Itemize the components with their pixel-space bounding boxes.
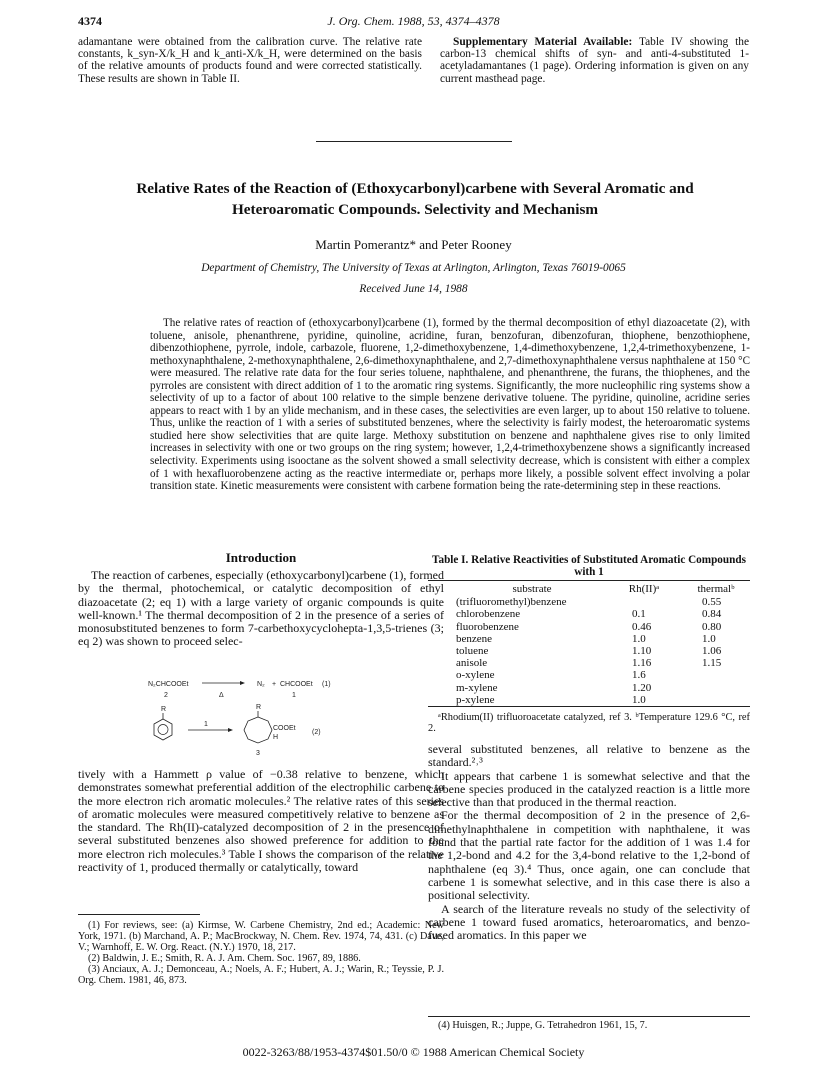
substrate-cell: anisole bbox=[456, 657, 488, 670]
column-header-thermal: thermalᵇ bbox=[697, 583, 735, 595]
footnote-1: (1) For reviews, see: (a) Kirmse, W. Carbene Chemistry, 2nd ed.; Academic: New York, 1971. (b) Marchand, A. P.; MacBrockway, N. Chem. Rev. 1974, 74, 431. (c) Dave, V.; Warnhoff, E. W. Org. React. (N.Y.) 1970, 18, 217. bbox=[78, 920, 444, 953]
eq2-product-number: 3 bbox=[256, 750, 260, 757]
thermal-value-cell: 1.06 bbox=[702, 645, 722, 658]
received-date: Received June 14, 1988 bbox=[359, 283, 468, 295]
thermal-value-cell: 0.84 bbox=[702, 608, 722, 621]
rh-value-cell: 1.20 bbox=[632, 681, 652, 694]
eq2-label: (2) bbox=[312, 729, 321, 736]
table-row bbox=[456, 694, 752, 706]
right-paragraph-2: It appears that carbene 1 is somewhat selective and that the carbene species produced in the catalyzed reaction is a little more selective than that produced in the thermal reaction. bbox=[428, 768, 750, 810]
thermal-value-cell: 1.0 bbox=[702, 632, 716, 645]
substrate-cell: toluene bbox=[456, 645, 489, 658]
table-footnote: ᵃRhodium(II) trifluoroacetate catalyzed, ref 3. ᵇTemperature 129.6 °C, ref 2. bbox=[428, 712, 750, 734]
eq2-substituent: R bbox=[161, 706, 167, 713]
table-title: Table I. Relative Reactivities of Substituted Aromatic Compounds with 1 bbox=[432, 554, 746, 578]
footnote-2: (2) Baldwin, J. E.; Smith, R. A. J. Am. Chem. Soc. 1967, 89, 1886. bbox=[88, 952, 361, 964]
supplementary-material bbox=[440, 36, 749, 85]
eq2-hydrogen: H bbox=[273, 734, 279, 741]
table-header-row bbox=[456, 583, 752, 596]
intro-paragraph-1: The reaction of carbenes, especially (ethoxycarbonyl)carbene (1), formed by the thermal, photochemical, or catalytic decomposition of ethyl diazoacetate (2; eq 1) with a large variety of organic compounds is quite well-known.¹ The thermal decomposition of 2 in the presence of a series of monosubstituted benzenes to form 7-carbethoxycyclohepta-1,3,5-trienes (3; eq 2) was shown to proceed selec- bbox=[78, 568, 444, 649]
affiliation: Department of Chemistry, The University of Texas at Arlington, Arlington, Texas 76019-0065 bbox=[201, 262, 626, 274]
relative-reactivity-table bbox=[456, 583, 752, 706]
eq1-reactant-number: 2 bbox=[164, 692, 168, 699]
right-paragraph-3: For the thermal decomposition of 2 in the presence of 2,6-dimethylnaphthalene in competition with naphthalene, it was found that the partial rate factor for the addition of 1 was 1.4 for the 1,2-bond and 4.2 for the 3,4-bond relative to the 1,2-bond of naphthalene (eq 3).⁴ Thus, once again, one can conclude that carbene 1 is somewhat selective, and in this case there is also a positional selectivity. bbox=[428, 808, 750, 903]
footnotes-left bbox=[78, 921, 444, 986]
table-row bbox=[456, 682, 752, 694]
column-header-substrate: substrate bbox=[512, 583, 552, 595]
cycloheptatriene-ring bbox=[244, 717, 272, 743]
rh-value-cell: 0.1 bbox=[632, 608, 646, 621]
eq1-label: (1) bbox=[322, 681, 331, 688]
abstract: The relative rates of reaction of (ethoxycarbonyl)carbene (1), formed by the thermal decomposition of ethyl diazoacetate (2), with toluene, anisole, phenanthrene, pyridine, quinoline, acridine, furan, benzofuran, dibenzofuran, thiophene, benzothiophene, dibenzothiophene, pyrrole, indole, carbazole, fluorene, 1,2-dimethoxybenzene, 1,4-dimethoxybenzene, 1,2,4-trimethoxybenzene, 1-methoxynaphthalene, 2-methoxynaphthalene, 2,6-dimethoxynaphthalene, and 2,7-dimethoxynaphthalene versus naphthalene at 150 °C were measured. The relative rate data for the four series toluene, naphthalene, and phenanthrene, the furans, the thiophenes, and the pyrroles are consistent with direct addition of 1 to the aromatic ring systems. Significantly, the more nucleophilic ring systems show a selectivity of up to a factor of about 100 relative to the simple benzene derivative toluene. The pyridine, quinoline, acridine series appears to react with 1 by an ylide mechanism, and in these cases, the selectivities are even larger, up to about 150 relative to toluene. Thus, unlike the reaction of 1 with a series of substituted benzenes, where the selectivity is fairly modest, the heteroaromatic systems studied here show selectivities that are quite large. Methoxy substitution on benzene and naphthalene gives rise to only limited increases in selectivity with one or two groups on the ring system; however, 1,2,4-trimethoxybenzene shows a significantly increased selectivity. Experiments using isooctane as the solvent showed a small selectivity decrease, which is consistent with either a complex of 1 with hexafluorobenzene acting as the reactive intermediate or, perhaps more likely, a possible solvent effect involving a polar transition state. Kinetic measurements were consistent with carbene formation being the rate-determining step in these reactions. bbox=[150, 317, 750, 493]
eq1-arrowhead bbox=[240, 681, 245, 685]
previous-article-paragraph: adamantane were obtained from the calibration curve. The relative rate constants, k_syn-X/k_H and k_anti-X/k_H, were determined on the basis of the relative amounts of products found and were corrected statistically. These results are shown in Table II. bbox=[78, 36, 422, 85]
eq1-plus: + bbox=[272, 681, 277, 688]
table-row bbox=[456, 669, 752, 681]
table-body bbox=[456, 596, 752, 706]
reaction-scheme bbox=[140, 676, 340, 758]
thermal-value-cell bbox=[680, 669, 752, 681]
eq1-reactant: N₂CHCOOEt bbox=[148, 681, 189, 688]
eq2-arrowhead bbox=[228, 728, 233, 732]
article-title: Relative Rates of the Reaction of (Ethoxycarbonyl)carbene with Several Aromatic and Heteroaromatic Compounds. Selectivity and Mechanism bbox=[136, 180, 694, 218]
supplementary-text: Table IV showing the carbon-13 chemical shifts of syn- and anti-4-substituted 1-acetyladamantanes (1 page). Ordering information is given on any current masthead page. bbox=[440, 36, 749, 85]
rh-value-cell: 1.6 bbox=[632, 669, 646, 682]
eq2-ester: COOEt bbox=[273, 725, 296, 732]
substrate-cell: chlorobenzene bbox=[456, 608, 521, 621]
article-authors: Martin Pomerantz* and Peter Rooney bbox=[315, 237, 512, 252]
thermal-value-cell bbox=[680, 682, 752, 694]
table-row bbox=[456, 608, 752, 620]
substrate-cell: fluorobenzene bbox=[456, 620, 519, 633]
footnote-4: (4) Huisgen, R.; Juppe, G. Tetrahedron 1961, 15, 7. bbox=[438, 1020, 648, 1031]
rh-value-cell: 1.0 bbox=[632, 632, 646, 645]
intro-paragraph-2: tively with a Hammett ρ value of −0.38 relative to benzene, which demonstrates somewhat preferential addition of the electrophilic carbene to the more electron rich aromatic molecules.² The relative rates of this series of aromatic molecules were measured competitively relative to benzene as the standard. The Rh(II)-catalyzed decomposition of 2 in the presence of several substituted benzenes also showed preference for addition to the more electron rich molecules.³ Table I shows the comparison of the relative reactivity of 1, produced thermally or catalytically, toward bbox=[78, 767, 444, 875]
substrate-cell: p-xylene bbox=[456, 693, 495, 706]
column-header-rh: Rh(II)ᵃ bbox=[628, 583, 660, 595]
copyright-footer: 0022-3263/88/1953-4374$01.50/0 © 1988 American Chemical Society bbox=[242, 1045, 585, 1059]
eq1-product-b: CHCOOEt bbox=[280, 681, 313, 688]
journal-citation: J. Org. Chem. 1988, 53, 4374–4378 bbox=[327, 14, 500, 28]
table-row bbox=[456, 633, 752, 645]
aromatic-circle bbox=[158, 725, 168, 735]
rh-value-cell: 1.10 bbox=[632, 645, 652, 658]
rh-value-cell: 1.0 bbox=[632, 693, 646, 706]
thermal-value-cell: 1.15 bbox=[702, 657, 722, 670]
table-row bbox=[456, 657, 752, 669]
eq1-condition: Δ bbox=[219, 692, 224, 699]
substrate-cell: o-xylene bbox=[456, 669, 495, 682]
footnote-3: (3) Anciaux, A. J.; Demonceau, A.; Noels, A. F.; Hubert, A. J.; Warin, R.; Teyssie, P. J. Org. Chem. 1981, 46, 873. bbox=[78, 963, 444, 986]
supplementary-label: Supplementary Material Available: bbox=[453, 36, 633, 48]
footnote-separator-left bbox=[78, 914, 200, 915]
table-top-rule bbox=[428, 580, 750, 581]
eq2-reagent-number: 1 bbox=[204, 721, 208, 728]
benzene-ring bbox=[154, 719, 172, 740]
thermal-value-cell: 0.80 bbox=[702, 620, 722, 633]
eq1-product-number: 1 bbox=[292, 692, 296, 699]
rh-value-cell bbox=[608, 596, 680, 608]
right-paragraph-1: several substituted benzenes, all relative to benzene as the standard.²˒³ bbox=[428, 742, 750, 770]
thermal-value-cell: 0.55 bbox=[702, 596, 722, 609]
substrate-cell: benzene bbox=[456, 632, 493, 645]
eq2-product-substituent: R bbox=[256, 704, 262, 711]
table-row bbox=[456, 596, 752, 608]
eq1-product-a: N₂ bbox=[257, 681, 265, 688]
table-row bbox=[456, 621, 752, 633]
page-number: 4374 bbox=[78, 14, 102, 28]
article-separator bbox=[316, 141, 512, 142]
right-column-text bbox=[428, 743, 750, 942]
rh-value-cell: 1.16 bbox=[632, 657, 652, 670]
thermal-value-cell bbox=[680, 694, 752, 706]
table-bottom-rule bbox=[428, 706, 750, 707]
right-paragraph-4: A search of the literature reveals no study of the selectivity of carbene 1 toward fused aromatics, heteroaromatics, and benzo-fused aromatics. In this paper we bbox=[428, 901, 750, 943]
rh-value-cell: 0.46 bbox=[632, 620, 652, 633]
substrate-cell: (trifluoromethyl)benzene bbox=[456, 596, 567, 609]
table-row bbox=[456, 645, 752, 657]
section-heading-introduction: Introduction bbox=[225, 550, 297, 565]
footnote-separator-right bbox=[428, 1016, 750, 1017]
substrate-cell: m-xylene bbox=[456, 681, 498, 694]
